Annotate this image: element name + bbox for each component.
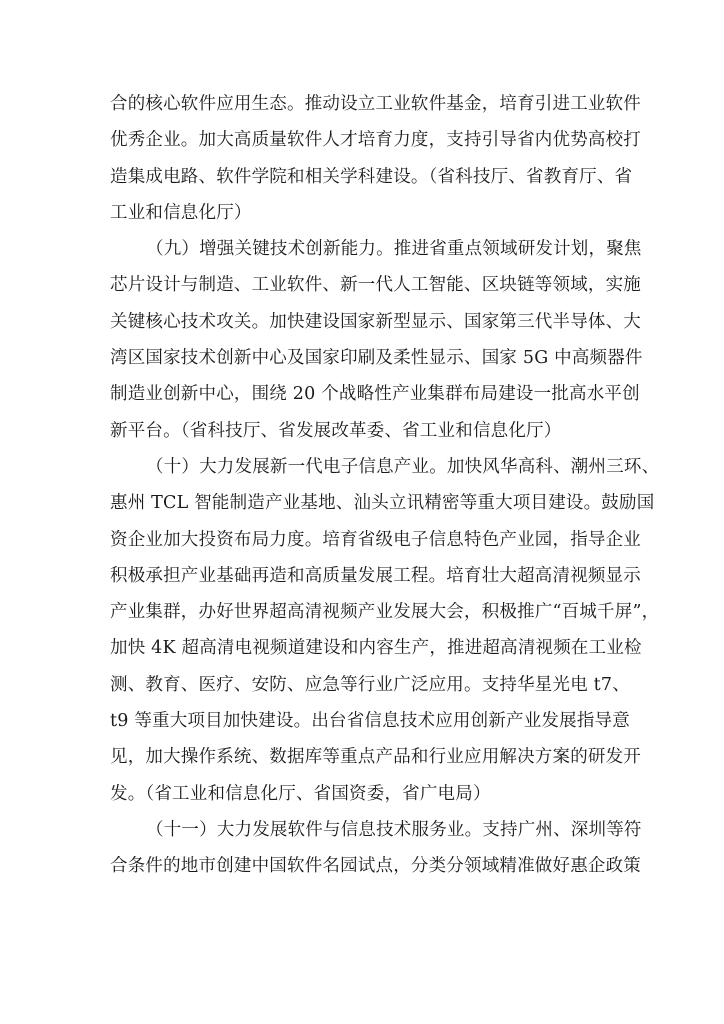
text-line: 惠州 TCL 智能制造产业基地、汕头立讯精密等重大项目建设。鼓励国 — [110, 493, 655, 514]
text-line: 新平台。（省科技厅、省发展改革委、省工业和信息化厅） — [110, 420, 562, 441]
text-line: 资企业加大投资布局力度。培育省级电子信息特色产业园，指导企业 — [110, 529, 641, 550]
text-line: 合条件的地市创建中国软件名园试点，分类分领域精准做好惠企政策 — [110, 856, 641, 877]
text-line: （十一）大力发展软件与信息技术服务业。支持广州、深圳等符 — [146, 819, 642, 840]
text-line: 优秀企业。加大高质量软件人才培育力度，支持引导省内优势高校打 — [110, 130, 641, 151]
text-line: 芯片设计与制造、工业软件、新一代人工智能、区块链等领域，实施 — [110, 275, 641, 296]
text-line: 工业和信息化厅） — [110, 202, 252, 223]
text-line: 见，加大操作系统、数据库等重点产品和行业应用解决方案的研发开 — [110, 747, 641, 768]
text-line: （九）增强关键技术创新能力。推进省重点领域研发计划，聚焦 — [146, 239, 642, 260]
text-line: 产业集群，办好世界超高清视频产业发展大会，积极推广“百城千屏”， — [110, 602, 660, 623]
text-line: t9 等重大项目加快建设。出台省信息技术应用创新产业发展指导意 — [110, 711, 630, 732]
text-line: 加快 4K 超高清电视频道建设和内容生产，推进超高清视频在工业检 — [110, 638, 642, 659]
text-line: 发。（省工业和信息化厅、省国资委，省广电局） — [110, 783, 491, 804]
text-line: 湾区国家技术创新中心及国家印刷及柔性显示、国家 5G 中高频器件 — [110, 348, 643, 369]
text-line: 制造业创新中心，围绕 20 个战略性产业集群布局建设一批高水平创 — [110, 384, 640, 405]
text-line: （十）大力发展新一代电子信息产业。加快风华高科、潮州三环、 — [146, 456, 660, 477]
body-text — [110, 86, 660, 885]
text-line: 合的核心软件应用生态。推动设立工业软件基金，培育引进工业软件 — [110, 94, 641, 114]
text-line: 关键核心技术攻关。加快建设国家新型显示、国家第三代半导体、大 — [110, 311, 641, 332]
text-line: 造集成电路、软件学院和相关学科建设。（省科技厅、省教育厅、省 — [110, 166, 633, 187]
text-line: 测、教育、医疗、安防、应急等行业广泛应用。支持华星光电 t7、 — [110, 674, 630, 695]
text-line: 积极承担产业基础再造和高质量发展工程。培育壮大超高清视频显示 — [110, 565, 641, 586]
